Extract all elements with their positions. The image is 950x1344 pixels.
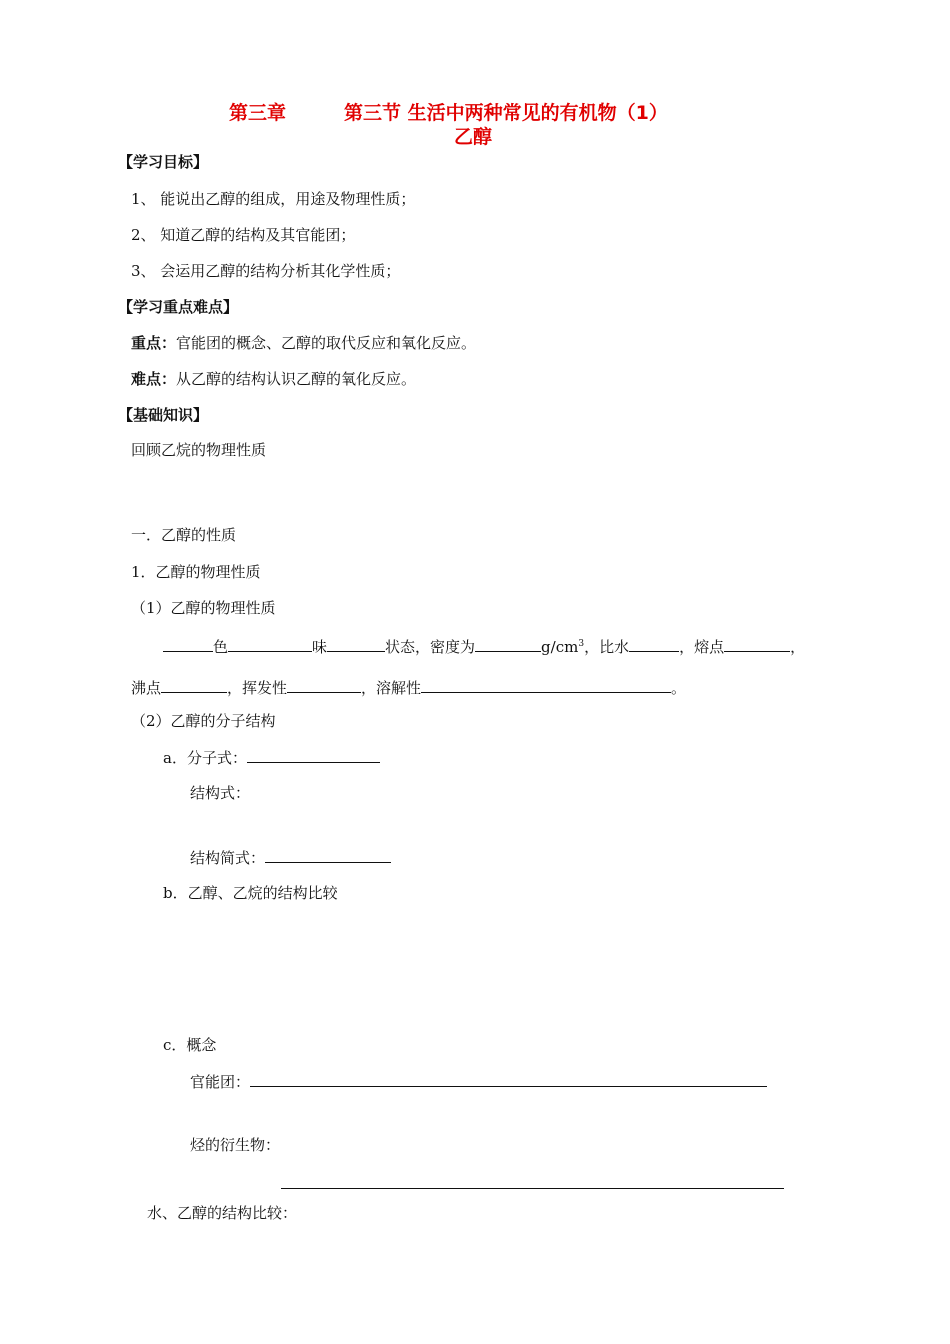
blank-density[interactable] xyxy=(475,636,541,652)
objective-item-3: 3、 会运用乙醇的结构分析其化学性质； xyxy=(131,262,401,280)
molecular-formula-line xyxy=(163,747,380,768)
fill-unit: g/cm xyxy=(541,638,579,656)
blank-color[interactable] xyxy=(163,636,213,652)
functional-group-line xyxy=(190,1071,767,1092)
review-text: 回顾乙烷的物理性质 xyxy=(131,441,267,459)
objective-item-2: 2、 知道乙醇的结构及其官能团； xyxy=(131,226,356,244)
molecular-formula-label: a．分子式： xyxy=(163,749,247,767)
blank-functional-group[interactable] xyxy=(250,1071,767,1087)
section1-sub1: 1．乙醇的物理性质 xyxy=(131,563,261,581)
structure-compare-label: b．乙醇、乙烷的结构比较 xyxy=(163,884,338,902)
blank-melting[interactable] xyxy=(724,636,790,652)
difficulty-line xyxy=(131,369,416,389)
fill-solubility-label: ，溶解性 xyxy=(361,679,422,697)
fill-color-label: 色 xyxy=(213,638,229,656)
fill-compare-label: ，比水 xyxy=(584,638,630,656)
derivative-label: 烃的衍生物： xyxy=(190,1136,281,1154)
blank-state[interactable] xyxy=(327,636,385,652)
objective-item-1: 1、 能说出乙醇的组成，用途及物理性质； xyxy=(131,190,416,208)
fill-line-1 xyxy=(163,634,805,657)
water-compare-label: 水、乙醇的结构比较： xyxy=(147,1204,298,1222)
functional-group-label: 官能团： xyxy=(190,1073,251,1091)
section-title: 第三节 生活中两种常见的有机物（1） xyxy=(344,102,668,124)
fill-line2-end: 。 xyxy=(671,679,687,697)
condensed-formula-label: 结构简式： xyxy=(190,849,266,867)
blank-molecular-formula[interactable] xyxy=(247,747,380,763)
blank-volatility[interactable] xyxy=(287,677,361,693)
section1-sub1a: （1）乙醇的物理性质 xyxy=(131,599,276,617)
blank-smell[interactable] xyxy=(228,636,312,652)
difficulty-text: 从乙醇的结构认识乙醇的氧化反应。 xyxy=(176,370,417,388)
difficulty-label: 难点： xyxy=(131,370,177,388)
blank-boiling[interactable] xyxy=(161,677,227,693)
concept-label: c．概念 xyxy=(163,1036,217,1054)
fill-unit-sup: 3 xyxy=(578,639,585,649)
subtitle: 乙醇 xyxy=(454,126,493,148)
basics-heading: 【基础知识】 xyxy=(118,406,209,424)
section1-title: 一．乙醇的性质 xyxy=(131,526,237,544)
section1-sub1b: （2）乙醇的分子结构 xyxy=(131,712,276,730)
focus-label: 重点： xyxy=(131,334,177,352)
fill-line-2 xyxy=(131,677,686,698)
key-points-heading: 【学习重点难点】 xyxy=(118,298,239,316)
blank-derivative[interactable] xyxy=(281,1188,784,1189)
fill-boiling-label: 沸点 xyxy=(131,679,162,697)
blank-condensed-formula[interactable] xyxy=(265,847,391,863)
fill-smell-label: 味 xyxy=(312,638,328,656)
fill-melting-label: ，熔点 xyxy=(679,638,725,656)
condensed-formula-line xyxy=(190,847,391,868)
fill-line1-end: ， xyxy=(790,638,806,656)
blank-compare[interactable] xyxy=(629,636,679,652)
chapter-title: 第三章 xyxy=(229,102,287,124)
focus-line xyxy=(131,333,476,353)
structural-formula-label: 结构式： xyxy=(190,784,251,802)
fill-volatility-label: ，挥发性 xyxy=(227,679,288,697)
objectives-heading: 【学习目标】 xyxy=(118,153,209,171)
focus-text: 官能团的概念、乙醇的取代反应和氧化反应。 xyxy=(176,334,477,352)
blank-solubility[interactable] xyxy=(421,677,671,693)
fill-state-label: 状态，密度为 xyxy=(385,638,476,656)
